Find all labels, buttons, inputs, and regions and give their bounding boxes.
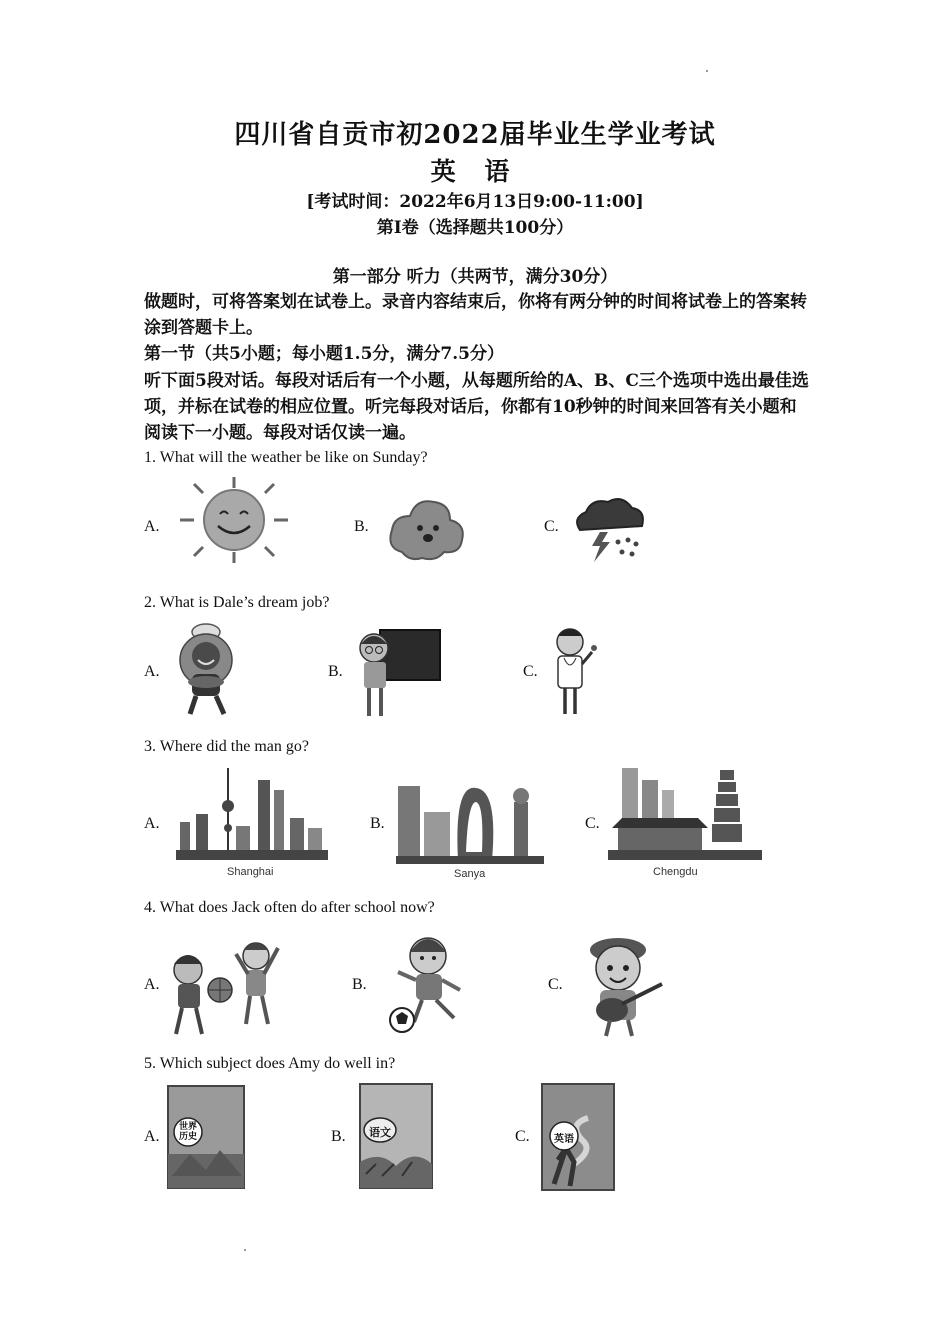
shanghai-skyline-image <box>176 766 328 862</box>
q3-option-a[interactable]: A. <box>144 815 160 832</box>
q5-option-a[interactable]: A. <box>144 1128 160 1145</box>
q2-option-c[interactable]: C. <box>523 663 538 680</box>
sanya-skyline-image <box>396 772 544 864</box>
q1-option-b[interactable]: B. <box>354 518 369 535</box>
exam-time: [考试时间：2022年6月13日9:00-11:00] <box>306 192 644 212</box>
volume-title: 第Ⅰ卷（选择题共100分） <box>376 218 574 238</box>
question-4: 4. What does Jack often do after school now? <box>144 899 435 916</box>
history-book-image <box>164 1084 248 1190</box>
english-book-label: 英语 <box>554 1134 574 1145</box>
caption-chengdu: Chengdu <box>653 866 698 878</box>
q4-option-c[interactable]: C. <box>548 976 563 993</box>
q1-option-a[interactable]: A. <box>144 518 160 535</box>
question-5: 5. Which subject does Amy do well in? <box>144 1055 396 1072</box>
speck <box>706 70 708 72</box>
doctor-icon <box>544 624 614 718</box>
q1-option-c[interactable]: C. <box>544 518 559 535</box>
q2-option-a[interactable]: A. <box>144 663 160 680</box>
section1-heading: 第一节（共5小题；每小题1.5分，满分7.5分） <box>144 344 504 364</box>
q4-option-a[interactable]: A. <box>144 976 160 993</box>
sun-icon <box>172 474 296 566</box>
section1-instruction: 听下面5段对话。每段对话后有一个小题，从每题所给的A、B、C三个选项中选出最佳选项，并标在试卷的相应位置。听完每段对话后，你都有10秒钟的时间来回答有关小题和阅读下一小题。每段对话仅读一遍。 <box>144 371 809 443</box>
q5-option-b[interactable]: B. <box>331 1128 346 1145</box>
thunderstorm-icon <box>570 496 646 568</box>
question-2: 2. What is Dale’s dream job? <box>144 594 330 611</box>
question-3: 3. Where did the man go? <box>144 738 309 755</box>
caption-shanghai: Shanghai <box>227 866 274 878</box>
chef-icon <box>174 622 240 720</box>
q5-option-c[interactable]: C. <box>515 1128 530 1145</box>
cloud-icon <box>384 494 468 566</box>
chinese-book-label: 语文 <box>369 1126 391 1139</box>
subject-title: 英 语 <box>430 157 520 186</box>
kids-playing-basketball-image <box>168 934 292 1042</box>
q3-option-b[interactable]: B. <box>370 815 385 832</box>
q2-option-b[interactable]: B. <box>328 663 343 680</box>
part1-instruction: 做题时，可将答案划在试卷上。录音内容结束后，你将有两分钟的时间将试卷上的答案转涂到答题卡上。 <box>144 292 807 338</box>
q3-option-c[interactable]: C. <box>585 815 600 832</box>
q4-option-b[interactable]: B. <box>352 976 367 993</box>
history-book-label: 世界历史 <box>178 1122 197 1142</box>
teacher-icon <box>356 626 442 720</box>
question-1: 1. What will the weather be like on Sunday? <box>144 449 428 466</box>
chengdu-skyline-image <box>608 762 762 862</box>
exam-title: 四川省自贡市初2022届毕业生学业考试 <box>234 120 716 150</box>
speck <box>244 1249 246 1251</box>
part1-heading: 第一部分 听力（共两节，满分30分） <box>332 267 618 287</box>
caption-sanya: Sanya <box>454 868 486 880</box>
boy-playing-soccer-image <box>386 934 470 1036</box>
boy-playing-guitar-image <box>572 930 680 1042</box>
